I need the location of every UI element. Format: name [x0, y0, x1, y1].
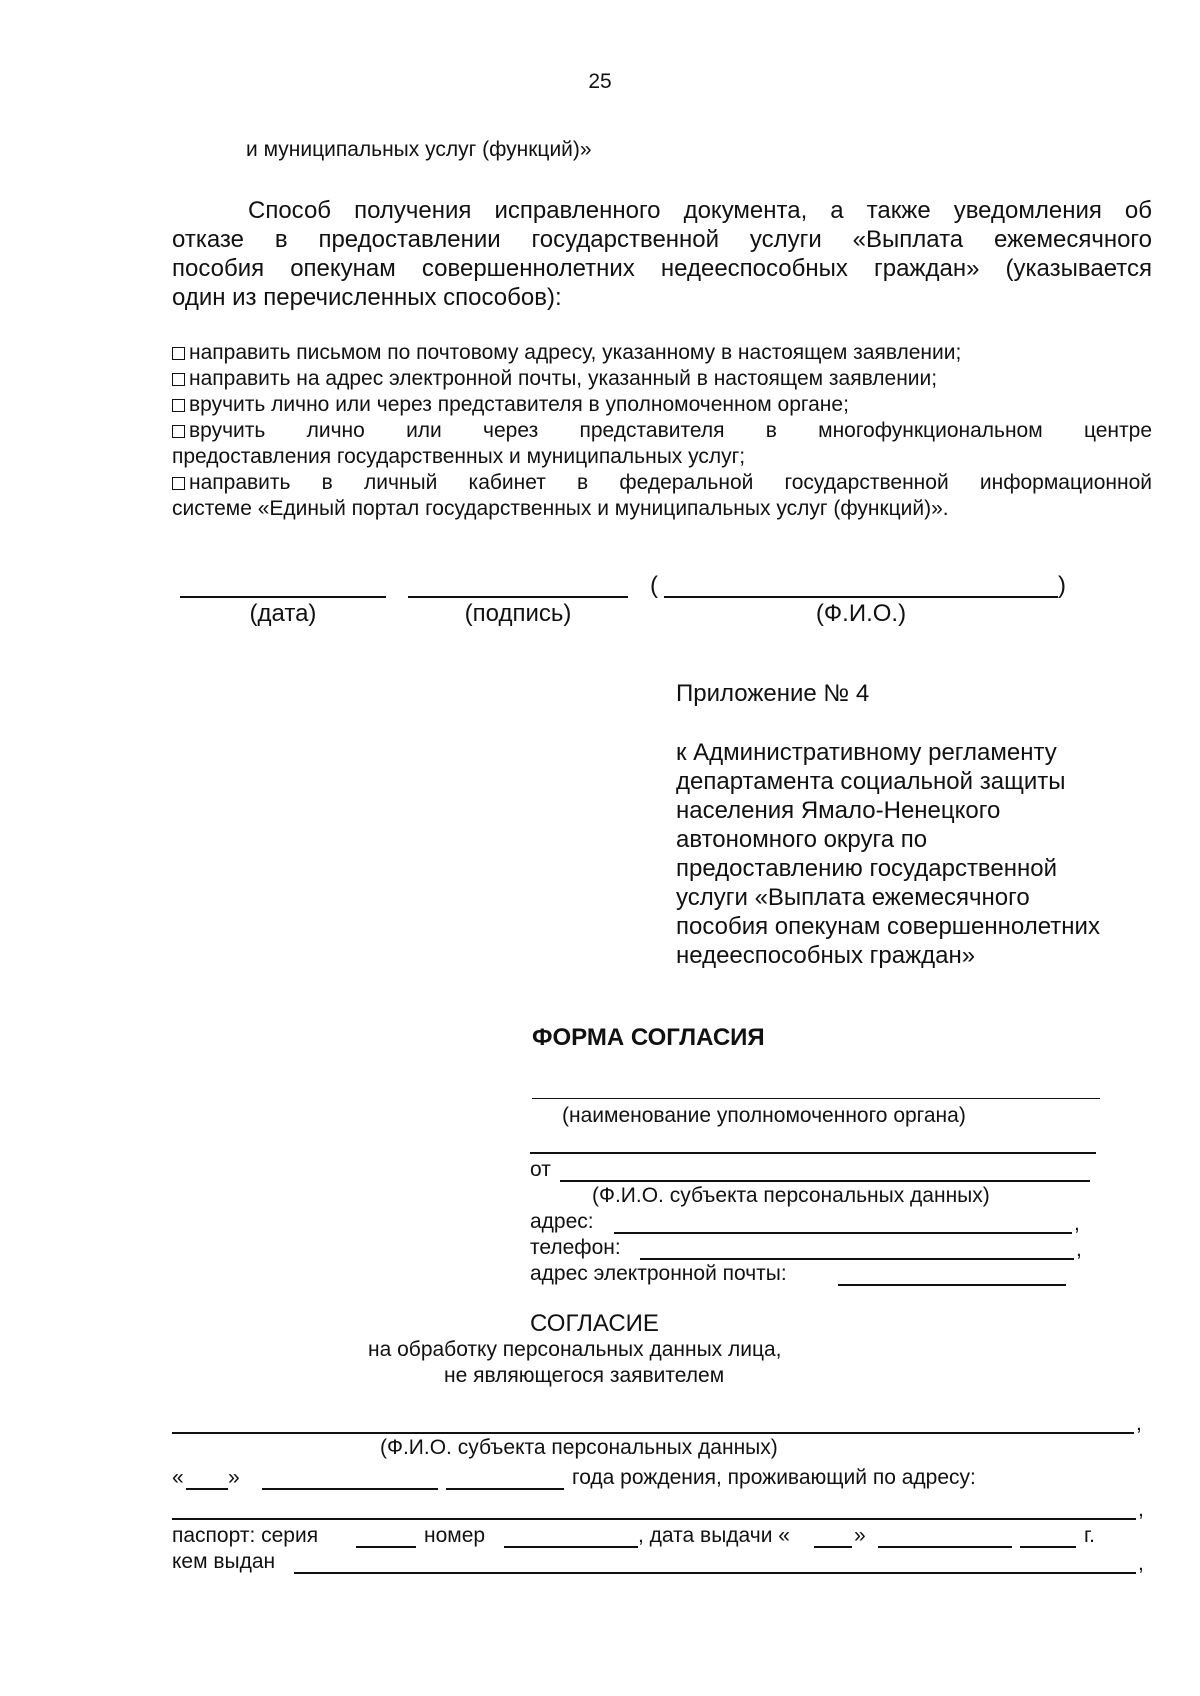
checkbox-icon[interactable] [172, 399, 185, 412]
option-label: вручить лично или через представителя в уполномоченном органе; [189, 393, 849, 416]
birth-year-line[interactable] [446, 1488, 564, 1490]
intro-line: Способ получения исправленного документа, а также уведомления об [248, 197, 1152, 224]
issue-month-line[interactable] [878, 1546, 1012, 1548]
passport-number-label: номер [424, 1524, 486, 1547]
appendix-text [676, 738, 1156, 970]
signature-line[interactable] [408, 596, 628, 598]
appendix-title: Приложение № 4 [676, 680, 870, 707]
appendix-line: услуги «Выплата ежемесячного [676, 884, 1030, 911]
issue-year-line[interactable] [1020, 1546, 1076, 1548]
birth-day-line[interactable] [186, 1488, 228, 1490]
appendix-line: населения Ямало-Ненецкого [676, 797, 1001, 824]
checkbox-icon[interactable] [172, 373, 185, 386]
email-line[interactable] [838, 1284, 1066, 1286]
birth-month-line[interactable] [262, 1488, 438, 1490]
appendix-line: к Административному регламенту [676, 739, 1057, 766]
issued-by-line[interactable] [294, 1572, 1136, 1574]
issued-by-label: кем выдан [172, 1550, 276, 1573]
option-row [172, 340, 1152, 366]
appendix-line: пособия опекунам совершеннолетних [676, 913, 1100, 940]
address-line[interactable] [614, 1232, 1072, 1234]
option-label: предоставления государственных и муниципальных услуг; [172, 445, 746, 468]
consent-title: СОГЛАСИЕ [530, 1310, 659, 1337]
option-label: системе «Единый портал государственных и муниципальных услуг (функций)». [172, 497, 949, 520]
paren-open: ( [650, 572, 658, 599]
issue-date-label: , дата выдачи « [638, 1524, 790, 1547]
quote-close: » [228, 1466, 240, 1489]
address-comma: , [1074, 1212, 1080, 1235]
date-label: (дата) [249, 600, 317, 627]
consent-line-1: на обработку персональных данных лица, [368, 1338, 782, 1361]
paren-close: ) [1058, 572, 1066, 599]
intro-line: один из перечисленных способов): [172, 284, 562, 311]
option-label: направить в личный кабинет в федеральной государственной информационной [189, 471, 1152, 494]
option-row-cont [172, 496, 1152, 522]
option-row [172, 470, 1152, 496]
intro-paragraph [172, 196, 1152, 312]
address-label: адрес: [530, 1210, 594, 1233]
option-row [172, 366, 1152, 392]
org-name-line[interactable] [532, 1098, 1100, 1099]
delivery-options [172, 340, 1152, 522]
phone-label: телефон: [530, 1236, 621, 1259]
subject-comma: , [1136, 1412, 1142, 1435]
birth-text: года рождения, проживающий по адресу: [572, 1466, 976, 1489]
date-line[interactable] [180, 596, 386, 598]
checkbox-icon[interactable] [172, 425, 185, 438]
option-label: направить на адрес электронной почты, указанный в настоящем заявлении; [189, 367, 938, 390]
appendix-line: департамента социальной защиты [676, 768, 1066, 795]
issue-day-line[interactable] [814, 1546, 852, 1548]
from-label: от [530, 1158, 551, 1181]
fio-line[interactable] [664, 596, 1058, 598]
quote-open: « [172, 1466, 184, 1489]
page-number: 25 [588, 70, 612, 93]
continuation-text: и муниципальных услуг (функций)» [246, 138, 592, 161]
subject-label: (Ф.И.О. субъекта персональных данных) [592, 1184, 990, 1207]
org-name-label: (наименование уполномоченного органа) [562, 1104, 966, 1127]
subject-fio-line[interactable] [172, 1432, 1134, 1434]
passport-series-line[interactable] [356, 1546, 416, 1548]
form-title: ФОРМА СОГЛАСИЯ [532, 1024, 765, 1051]
year-label: г. [1084, 1524, 1095, 1547]
intro-line: пособия опекунам совершеннолетних недееспособных граждан» (указывается [172, 255, 1152, 282]
signature-label: (подпись) [464, 600, 572, 627]
passport-number-line[interactable] [504, 1546, 638, 1548]
intro-line: отказе в предоставлении государственной услуги «Выплата ежемесячного [172, 226, 1152, 253]
consent-subject-label: (Ф.И.О. субъекта персональных данных) [380, 1436, 778, 1459]
appendix-line: автономного округа по [676, 826, 928, 853]
checkbox-icon[interactable] [172, 477, 185, 490]
issue-quote-close: » [854, 1524, 866, 1547]
appendix-line: недееспособных граждан» [676, 942, 976, 969]
phone-comma: , [1076, 1238, 1082, 1261]
from-line[interactable] [560, 1180, 1090, 1182]
phone-line[interactable] [640, 1258, 1074, 1260]
option-row [172, 418, 1152, 444]
fio-label: (Ф.И.О.) [815, 600, 907, 627]
passport-series-label: паспорт: серия [172, 1524, 319, 1547]
appendix-line: предоставлению государственной [676, 855, 1058, 882]
issued-by-comma: , [1138, 1552, 1144, 1575]
address-full-comma: , [1138, 1498, 1144, 1521]
consent-line-2: не являющегося заявителем [444, 1364, 725, 1387]
option-row [172, 392, 1152, 418]
org-name-line-2[interactable] [530, 1152, 1096, 1154]
address-full-line[interactable] [172, 1518, 1136, 1520]
option-row-cont [172, 444, 1152, 470]
email-label: адрес электронной почты: [530, 1262, 787, 1285]
option-label: направить письмом по почтовому адресу, указанному в настоящем заявлении; [189, 341, 962, 364]
option-label: вручить лично или через представителя в многофункциональном центре [189, 419, 1152, 442]
checkbox-icon[interactable] [172, 347, 185, 360]
